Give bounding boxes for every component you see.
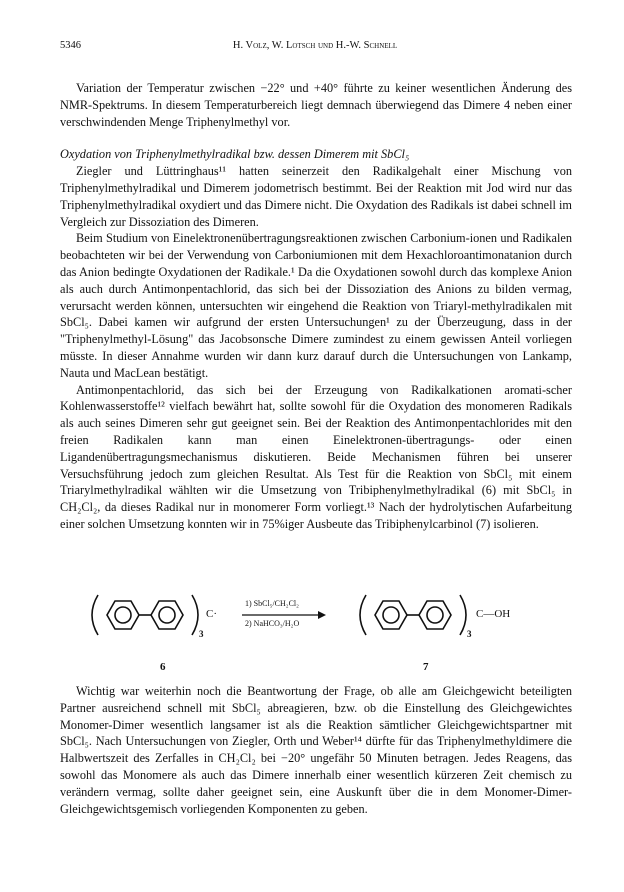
paragraph-1: Variation der Temperatur zwischen −22° und +40° führte zu keiner wesentlichen Änderung des NMR-Spektrums. In diesem Temperaturbereich liegt demnach überwiegend das Dimere 4 neben einer verschwindenden Menge Triphenylmethyl vor. [60, 81, 572, 129]
radical-carbon: C· [206, 608, 217, 620]
compound-label-6: 6 [160, 661, 166, 673]
reaction-scheme-graphic [80, 585, 560, 675]
biphenyl-structure-right [360, 595, 466, 635]
biphenyl-structure-left [92, 595, 198, 635]
paragraph-5: Wichtig war weiterhin noch die Beantwortung der Frage, ob alle am Gleichgewicht beteiligten Partner ausreichend schnell mit SbCl₅ abreagieren, bzw. ob die Einstellung des Gleichgewichtes Monomer-Dimer wesentlich langsamer ist als die Reaktion sämtlicher Gleichgewichtspartner mit SbCl₅. Nach Untersuchungen von Ziegler, Orth und Weber¹⁴ dürfte für das Triphenylmethyldimere die Halbwertszeit des Zerfalles in CH₂Cl₂ bei −20° ungefähr 50 Minuten betragen. Jedes Reagens, das sowohl das Monomere als auch das Dimere innerhalb einer wesentlich kürzeren Zeit chemisch zu verändern vermag, sollte daher geeignet sein, eine Auskunft über die in dem Monomer-Dimer-Gleichgewichtsgemisch vorliegenden Komponenten zu geben. [60, 684, 572, 816]
subscript-left: 3 [199, 629, 204, 639]
page-header [60, 40, 570, 56]
text-block-top [60, 80, 572, 533]
section-title: Oxydation von Triphenylmethylradikal bzw. dessen Dimerem mit SbCl₅ [60, 147, 410, 162]
running-head: H. Volz, W. Lotsch und H.-W. Schnell [232, 40, 398, 51]
subscript-right: 3 [467, 629, 472, 639]
text-block-bottom [60, 683, 572, 817]
compound-label-7: 7 [423, 661, 429, 673]
page-number: 5346 [60, 40, 81, 51]
paragraph-2: Ziegler und Lüttringhaus¹¹ hatten seinerzeit den Radikalgehalt einer Mischung von Triphenylmethylradikal und Dimerem jodometrisch bestimmt. Bei der Reaktion mit Jod wird nur das Triphenylmethylradikal oxydiert und das Dimere nicht. Die Oxydation des Radikals ist dabei schnell im Vergleich zur Dissoziation des Dimeren. [60, 164, 572, 229]
carbinol-group: C—OH [476, 608, 511, 620]
paragraph-4: Antimonpentachlorid, das sich bei der Erzeugung von Radikalkationen aromati-scher Kohlenwasserstoffe¹² vielfach bewährt hat, sollte sowohl für die Oxydation des monomeren Radikals als auch seines Dimeren sehr gut geeignet sein. Bei der Reaktion des Antimonpentachlorides mit den freien Radikalen kann man einen Einelektronen-übertragungs- oder einen Ligandenübertragungsmechanismus diskutieren. Beide Mechanismen führen bei unserer Versuchsführung jedoch zum gleichen Resultat. Als Test für die Reaktion von SbCl₅ mit einem Triarylmethylradikal wählten wir die Umsetzung von Tribiphenylmethylradikal (6) mit SbCl₅ in CH₂Cl₂, da dieses Radikal nur in monomerer Form vorliegt.¹³ Nach der hydrolytischen Aufarbeitung einer solchen Umsetzung konnten wir in 75%iger Ausbeute das Tribiphenylcarbinol (7) isolieren. [60, 382, 572, 531]
paragraph-3: Beim Studium von Einelektronenübertragungsreaktionen zwischen Carbonium-ionen und Radikalen beobachteten wir bei der Verwendung von Carboniumionen mit dem Hexachloroantimonatanion durch das Anion bedingte Oxydationen der Radikale.¹ Da die Oxydationen sowohl durch das komplexe Anion als auch durch Antimonpentachlorid, das sich bei der Dissoziation des Anions zu bilden vermag, verursacht werden können, untersuchten wir eingehend die Reaktion von Triaryl-methylradikalen mit SbCl₅. Dabei kamen wir aufgrund der ersten Untersuchungen¹ zu der Überzeugung, dass in der "Triphenylmethyl-Lösung" das Jacobsonsche Dimere zumindest zu einem gewissen Anteil vorliegen müsste. In dieser Annahme wurden wir dann kurz darauf durch die Untersuchungen von Lankamp, Nauta und MacLean bestätigt. [60, 231, 572, 380]
reaction-scheme [80, 585, 560, 675]
arrow-bottom-label: 2) NaHCO₃/H₂O [245, 619, 300, 628]
arrow-top-label: 1) SbCl₅/CH₂Cl₂ [245, 599, 299, 608]
